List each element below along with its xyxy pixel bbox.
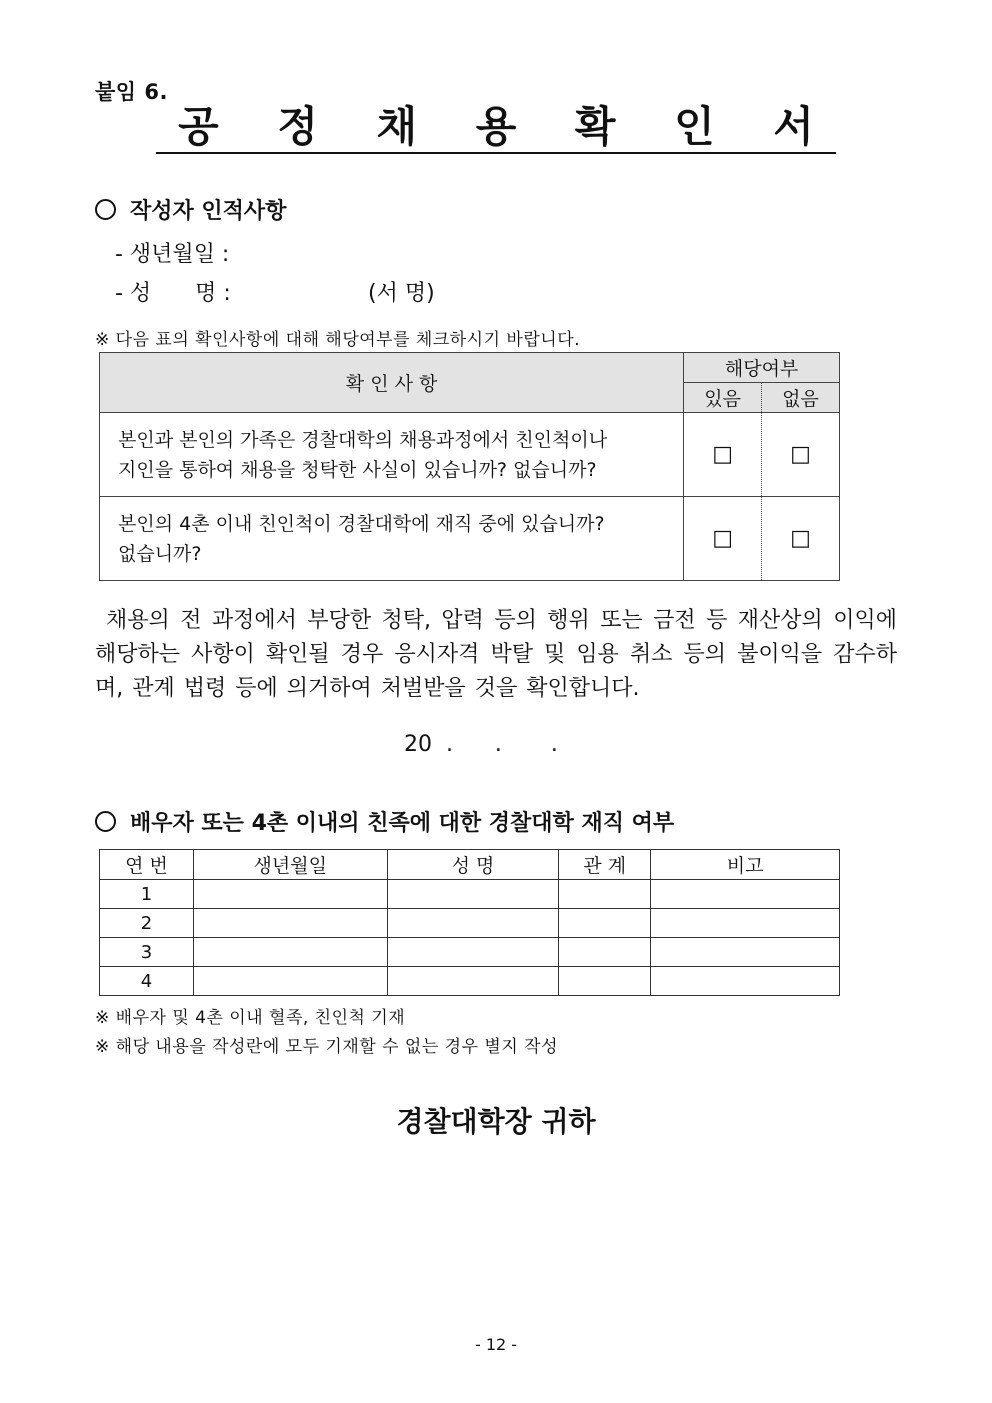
name-cell[interactable] xyxy=(387,938,559,967)
date-line: 20 . . . xyxy=(404,732,558,757)
relatives-table xyxy=(99,849,840,996)
checkbox-yes[interactable]: □ xyxy=(684,497,762,581)
remarks-cell[interactable] xyxy=(651,909,840,938)
name-cell[interactable] xyxy=(387,909,559,938)
check-instruction-note: ※ 다음 표의 확인사항에 대해 해당여부를 체크하시기 바랍니다. xyxy=(95,330,581,350)
checkbox-yes[interactable]: □ xyxy=(684,413,762,497)
footnote-relatives: ※ 배우자 및 4촌 이내 혈족, 친인척 기재 xyxy=(95,1008,406,1028)
question-cell xyxy=(100,413,684,497)
table-row xyxy=(100,909,840,938)
addressee: 경찰대학장 귀하 xyxy=(396,1105,596,1138)
section-heading-text: 작성자 인적사항 xyxy=(130,199,287,224)
signature-label: (서 명) xyxy=(368,281,435,306)
confirmation-table xyxy=(99,352,840,581)
table-row xyxy=(100,880,840,909)
header-yes: 있음 xyxy=(684,383,762,413)
question-line: 지인을 통하여 채용을 청탁한 사실이 있습니까? 없습니까? xyxy=(118,458,597,481)
row-serial: 3 xyxy=(100,938,194,967)
relation-cell[interactable] xyxy=(559,938,651,967)
row-serial: 2 xyxy=(100,909,194,938)
attachment-label: 붙임 6. xyxy=(95,80,168,104)
section-relatives-heading xyxy=(95,806,674,837)
question-line: 본인의 4촌 이내 친인척이 경찰대학에 재직 중에 있습니까? xyxy=(118,512,605,535)
header-applicable: 해당여부 xyxy=(684,353,840,383)
relation-cell[interactable] xyxy=(559,880,651,909)
header-confirmation-item: 확 인 사 항 xyxy=(100,353,684,413)
pledge-paragraph: 채용의 전 과정에서 부당한 청탁, 압력 등의 행위 또는 금전 등 재산상의 이익에 해당하는 사항이 확인될 경우 응시자격 박탈 및 임용 취소 등의 불이익을 감수하며, 관계 법령 등에 의거하여 처벌받을 것을 확인합니다. xyxy=(95,608,897,701)
header-no: 없음 xyxy=(762,383,840,413)
name-cell[interactable] xyxy=(387,880,559,909)
page-number: - 12 - xyxy=(474,1335,518,1354)
header-relation: 관 계 xyxy=(559,850,651,880)
footnote-separate-sheet: ※ 해당 내용을 작성란에 모두 기재할 수 없는 경우 별지 작성 xyxy=(95,1037,558,1057)
header-serial: 연 번 xyxy=(100,850,194,880)
remarks-cell[interactable] xyxy=(651,938,840,967)
header-name: 성 명 xyxy=(387,850,559,880)
birth-date-cell[interactable] xyxy=(193,938,387,967)
birth-date-label: - 생년월일 : xyxy=(115,242,230,267)
remarks-cell[interactable] xyxy=(651,967,840,996)
circle-bullet-icon xyxy=(95,811,116,832)
circle-bullet-icon xyxy=(95,199,116,220)
relation-cell[interactable] xyxy=(559,967,651,996)
section-personal-info-heading xyxy=(95,194,286,225)
document-title: 공 정 채 용 확 인 서 xyxy=(156,102,836,154)
row-serial: 1 xyxy=(100,880,194,909)
birth-date-cell[interactable] xyxy=(193,967,387,996)
question-line: 본인과 본인의 가족은 경찰대학의 채용과정에서 친인척이나 xyxy=(118,428,608,451)
remarks-cell[interactable] xyxy=(651,880,840,909)
row-serial: 4 xyxy=(100,967,194,996)
birth-date-cell[interactable] xyxy=(193,909,387,938)
relation-cell[interactable] xyxy=(559,909,651,938)
checkbox-no[interactable]: □ xyxy=(762,497,840,581)
section-heading-text: 배우자 또는 4촌 이내의 친족에 대한 경찰대학 재직 여부 xyxy=(130,811,675,836)
header-birth-date: 생년월일 xyxy=(193,850,387,880)
table-header-row xyxy=(100,850,840,880)
document-title-wrap xyxy=(0,102,992,154)
birth-date-cell[interactable] xyxy=(193,880,387,909)
name-label: - 성 명 : xyxy=(115,281,231,306)
question-line: 없습니까? xyxy=(118,542,202,565)
name-cell[interactable] xyxy=(387,967,559,996)
table-row xyxy=(100,938,840,967)
header-remarks: 비고 xyxy=(651,850,840,880)
checkbox-no[interactable]: □ xyxy=(762,413,840,497)
question-cell xyxy=(100,497,684,581)
table-row xyxy=(100,967,840,996)
